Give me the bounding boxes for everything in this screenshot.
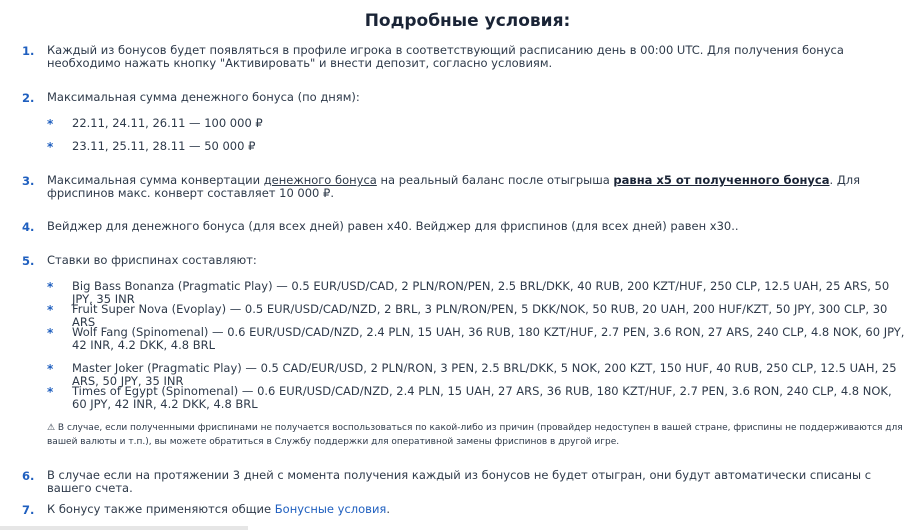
item-text: Максимальная сумма денежного бонуса (по дням): [47,90,360,104]
list-item: 23.11, 25.11, 28.11 — 50 000 ₽ [72,139,256,153]
list-item: Times of Egypt (Spinomenal) — 0.6 EUR/USD/CAD/NZD, 2.4 PLN, 15 UAH, 27 ARS, 36 RUB, 180 KZT/HUF, 2.7 PEN, 3.6 RON, 240 CLP, 4.8 NOK, 60 JPY, 42 INR, 4.2 DKK, 4.8 BRL [72,384,892,411]
item-text: Каждый из бонусов будет появляться в профиле игрока в соответствующий расписанию день в 00:00 UTC. Для получения бонуса необходимо нажать кнопку "Активировать" и внести депозит, согласно условиям. [47,43,844,70]
cash-bonus-link[interactable]: денежного бонуса [263,173,377,187]
item-text: Вейджер для денежного бонуса (для всех дней) равен x40. Вейджер для фриспинов (для всех дней) равен x30.. [47,219,739,233]
item-number: 1. [22,44,35,58]
bonus-terms-link[interactable]: Бонусные условия [274,502,387,516]
item-number: 5. [22,254,35,268]
bullet-icon: * [47,140,54,154]
list-item: 22.11, 24.11, 26.11 — 100 000 ₽ [72,116,263,130]
warning-note: ⚠ В случае, если полученными фриспинами не получается воспользоваться по какой-либо из причин (провайдер недоступен в вашей стране, фриспины не поддерживаются для вашей валюты и т.п.), вы можете обратиться в Службу поддержки для оперативной замены фриспинов в другой игре. [47,423,903,447]
item-text [47,503,913,516]
list-item: Big Bass Bonanza (Pragmatic Play) — 0.5 EUR/USD/CAD, 2 PLN/RON/PEN, 2.5 BRL/DKK, 40 RUB, 200 KZT/HUF, 250 CLP, 12.5 UAH, 25 ARS, 50 JPY, 35 INR [72,279,890,306]
item-number: 6. [22,469,35,483]
emphasis-text: равна x5 от полученного бонуса [613,173,830,187]
text-segment: Максимальная сумма конвертации [47,173,264,187]
bullet-icon: * [47,326,54,340]
item-text [47,174,913,200]
bullet-icon: * [47,385,54,399]
list-item: Wolf Fang (Spinomenal) — 0.6 EUR/USD/CAD/NZD, 2.4 PLN, 15 UAH, 36 RUB, 180 KZT/HUF, 2.7 PEN, 3.6 RON, 27 ARS, 240 CLP, 4.8 NOK, 60 JPY, 42 INR, 4.2 DKK, 4.8 BRL [72,325,905,352]
bullet-icon: * [47,362,54,376]
item-text: Ставки во фриспинах составляют: [47,253,257,267]
page-title: Подробные условия: [364,11,571,31]
item-number: 4. [22,220,35,234]
list-item: Fruit Super Nova (Evoplay) — 0.5 EUR/USD/CAD/NZD, 2 BRL, 3 PLN/RON/PEN, 5 DKK/NOK, 50 RUB, 20 UAH, 200 HUF/KZT, 50 JPY, 300 CLP, 30 ARS [72,302,888,329]
bullet-icon: * [47,303,54,317]
item-number: 3. [22,174,35,188]
item-number: 7. [22,503,35,517]
text-segment: . [386,502,391,516]
horizontal-scrollbar[interactable] [0,526,248,530]
text-segment: . Для фриспинов макс. конверт составляет 10 000 ₽. [47,173,861,200]
bullet-icon: * [47,117,54,131]
text-segment: на реальный баланс после отыгрыша [376,173,614,187]
bullet-icon: * [47,280,54,294]
item-number: 2. [22,91,35,105]
list-item: Master Joker (Pragmatic Play) — 0.5 CAD/EUR/USD, 2 PLN/RON, 3 PEN, 2.5 BRL/DKK, 5 NOK, 200 KZT, 150 HUF, 40 RUB, 250 CLP, 12.5 UAH, 25 ARS, 50 JPY, 35 INR [72,361,897,388]
item-text: В случае если на протяжении 3 дней с момента получения каждый из бонусов не будет отыгран, они будут автоматически списаны с вашего счета. [47,468,872,495]
text-segment: К бонусу также применяются общие [47,502,275,516]
